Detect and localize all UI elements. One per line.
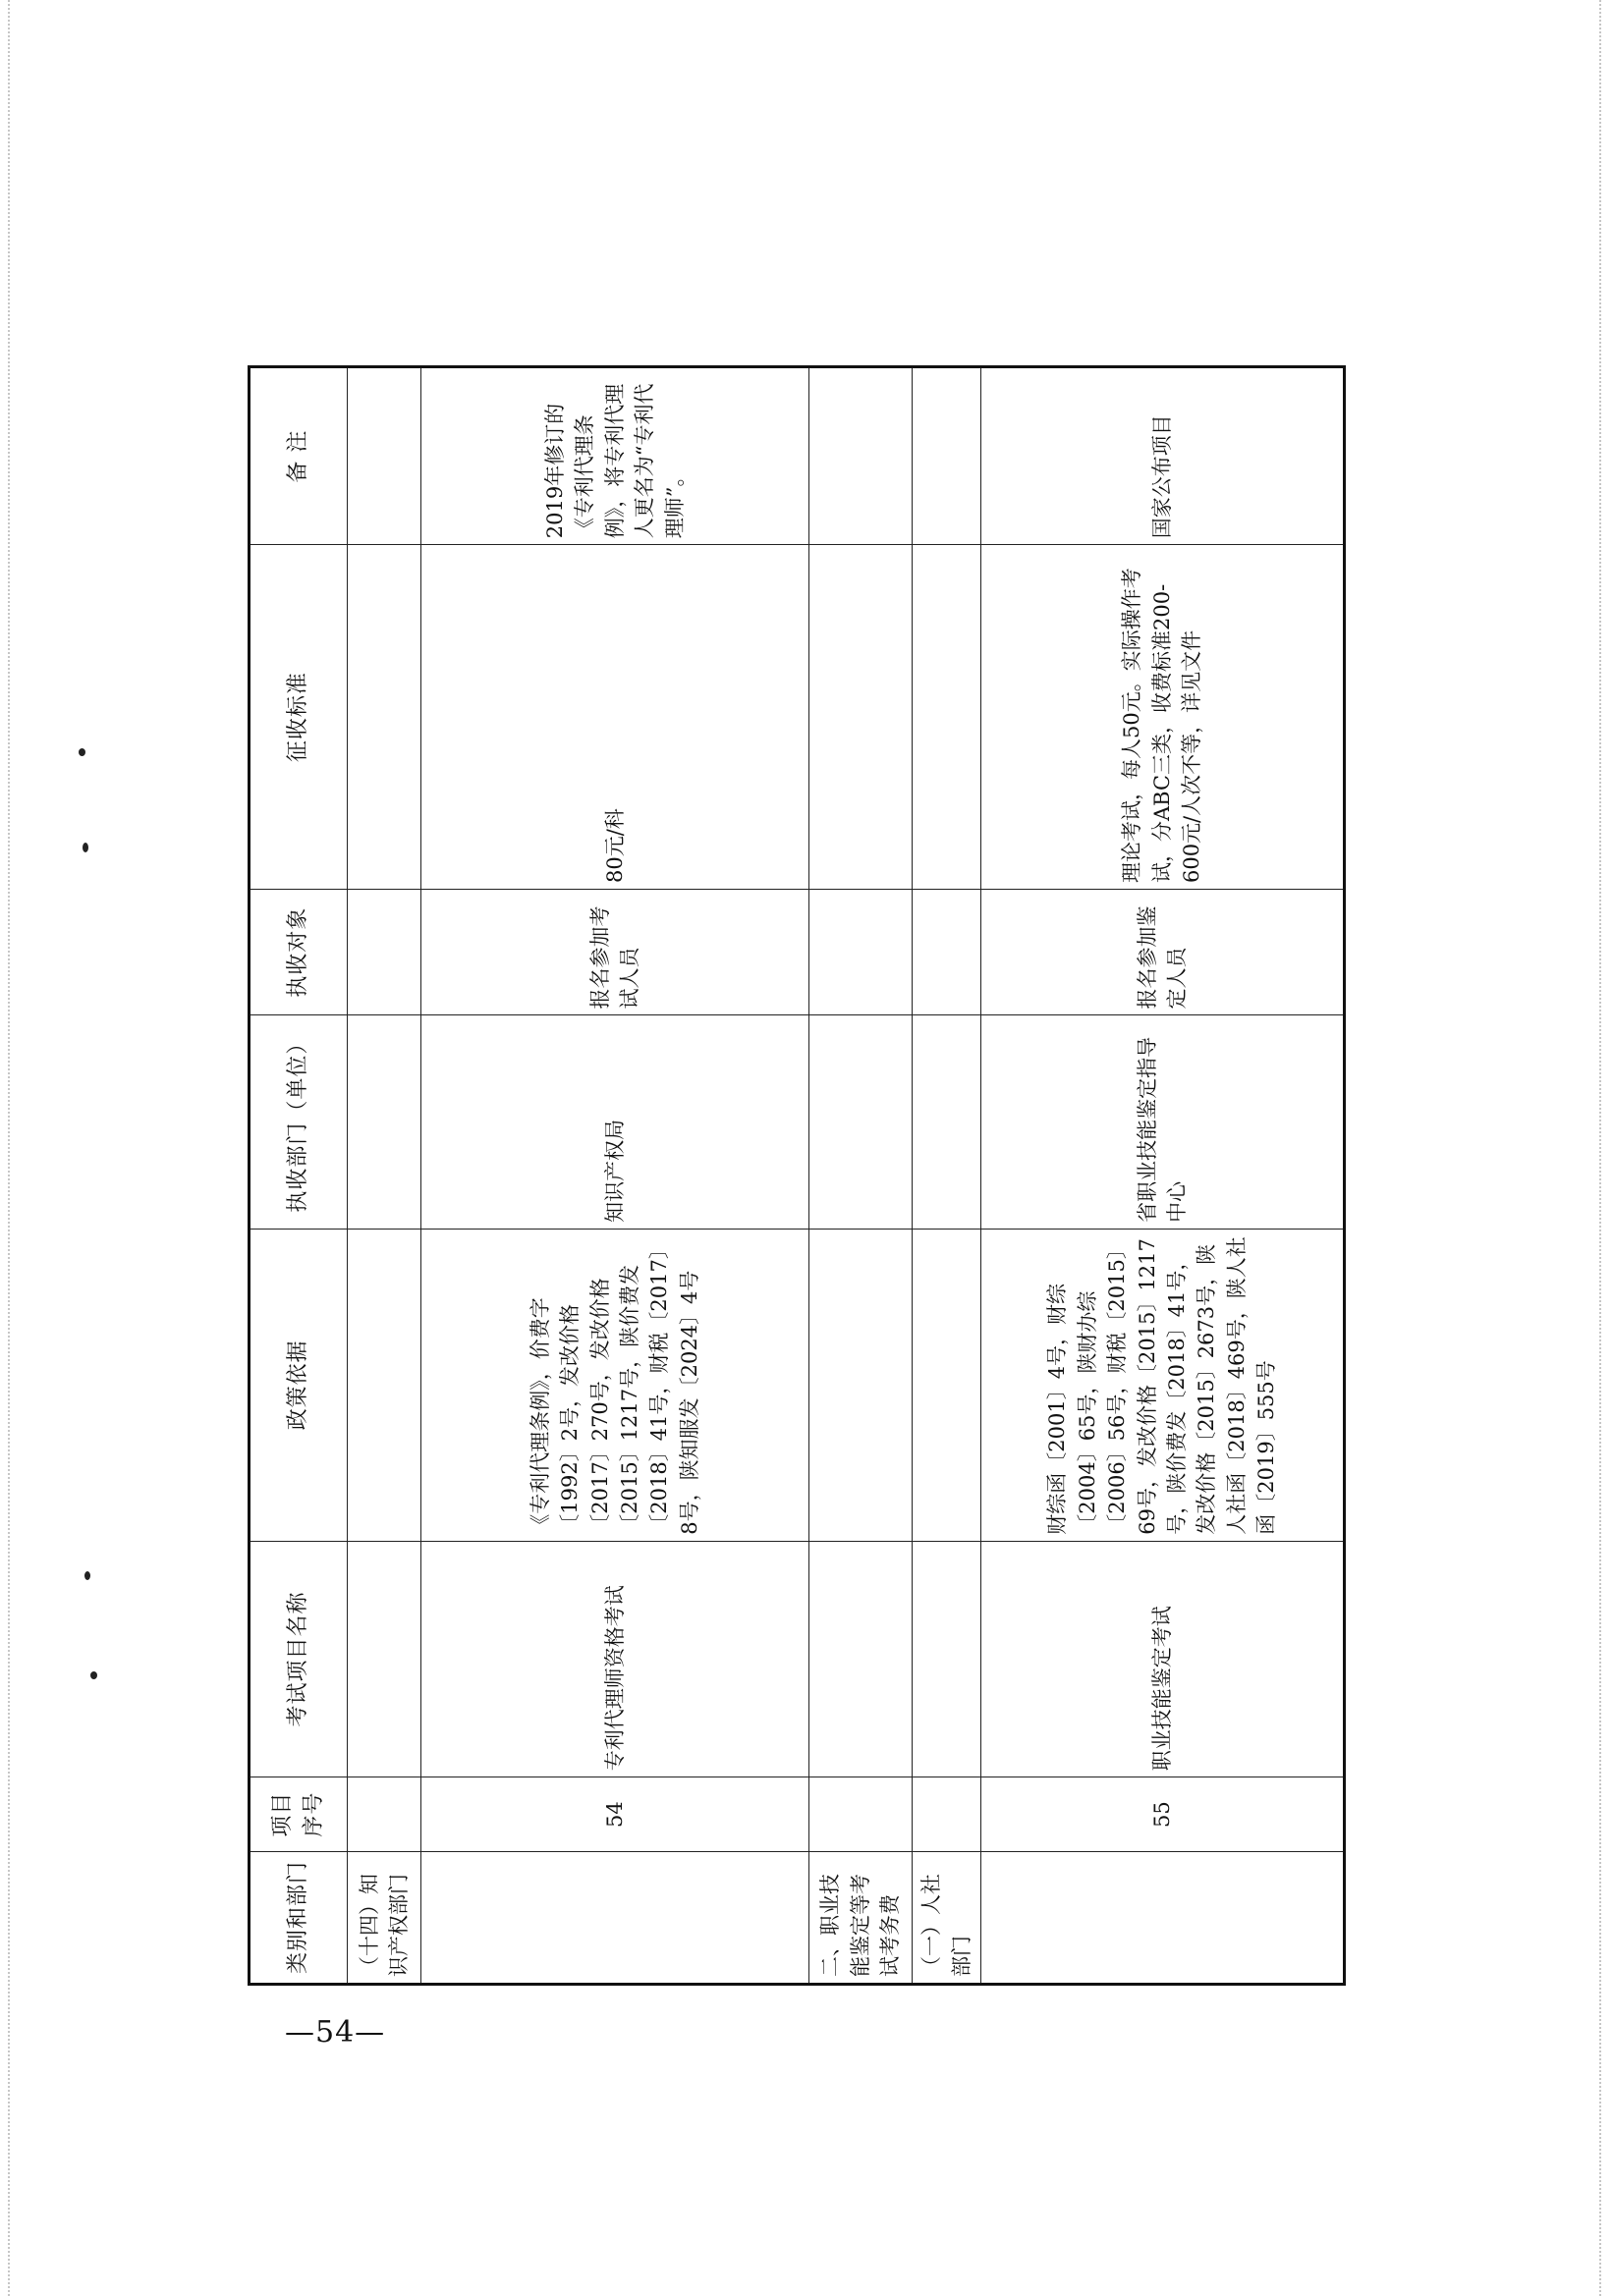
cell-exam-name: 专利代理师资格考试	[421, 1541, 809, 1777]
header-remark: 备 注	[250, 367, 348, 545]
cell-item-no	[913, 1777, 981, 1852]
cell-category: （一）人社部门	[913, 1851, 981, 1984]
cell-standard: 理论考试，每人50元。实际操作考试，分ABC三类，收费标准200-600元/人次不等，详见文件	[981, 545, 1345, 890]
header-department: 执收部门（单位）	[250, 1015, 348, 1229]
cell-category: 二、职业技能鉴定等考试考务费	[809, 1851, 913, 1984]
rotated-table-container	[248, 365, 1343, 1986]
cell-item-no	[809, 1777, 913, 1852]
table-row	[981, 367, 1345, 1985]
cell-exam-name	[809, 1541, 913, 1777]
cell-department: 知识产权局	[421, 1015, 809, 1229]
cell-department	[913, 1015, 981, 1229]
cell-category: （十四）知识产权部门	[348, 1851, 421, 1984]
cell-policy	[913, 1229, 981, 1541]
scan-speck	[90, 1671, 97, 1679]
table-row	[913, 367, 981, 1985]
cell-standard	[348, 545, 421, 890]
cell-exam-name	[348, 1541, 421, 1777]
cell-department	[348, 1015, 421, 1229]
page-number: —54—	[285, 2015, 386, 2050]
cell-exam-name: 职业技能鉴定考试	[981, 1541, 1345, 1777]
scan-speck	[84, 1571, 90, 1580]
cell-target: 报名参加考试人员	[421, 890, 809, 1015]
cell-item-no	[348, 1777, 421, 1852]
header-policy: 政策依据	[250, 1229, 348, 1541]
cell-standard	[809, 545, 913, 890]
cell-policy	[809, 1229, 913, 1541]
header-standard: 征收标准	[250, 545, 348, 890]
cell-target: 报名参加鉴定人员	[981, 890, 1345, 1015]
table-row	[348, 367, 421, 1985]
cell-remark: 国家公布项目	[981, 367, 1345, 545]
cell-policy: 《专利代理条例》，价费字〔1992〕2号，发改价格〔2017〕270号，发改价格〔2015〕1217号，陕价费发〔2018〕41号，财税〔2017〕8号，陕知服发〔2024〕4号	[421, 1229, 809, 1541]
fee-table	[248, 365, 1346, 1986]
cell-remark	[348, 367, 421, 545]
cell-exam-name	[913, 1541, 981, 1777]
cell-target	[809, 890, 913, 1015]
scan-speck	[79, 748, 85, 756]
header-target: 执收对象	[250, 890, 348, 1015]
cell-target	[913, 890, 981, 1015]
cell-item-no: 55	[981, 1777, 1345, 1852]
cell-category	[421, 1851, 809, 1984]
scan-edge-right	[1599, 0, 1604, 2296]
cell-policy: 财综函〔2001〕4号，财综〔2004〕65号，陕财办综〔2006〕56号，财税〔2015〕69号，发改价格〔2015〕1217号，陕价费发〔2018〕41号，发改价格〔2015〕2673号，陕人社函〔2018〕469号，陕人社函〔2019〕555号	[981, 1229, 1345, 1541]
cell-department	[809, 1015, 913, 1229]
table-row	[421, 367, 809, 1985]
cell-department: 省职业技能鉴定指导中心	[981, 1015, 1345, 1229]
table-header-row	[250, 367, 348, 1985]
cell-standard: 80元/科	[421, 545, 809, 890]
cell-policy	[348, 1229, 421, 1541]
scan-edge-left	[8, 0, 13, 2296]
cell-remark	[809, 367, 913, 545]
header-item-no: 项目序号	[250, 1777, 348, 1852]
cell-remark	[913, 367, 981, 545]
cell-standard	[913, 545, 981, 890]
cell-category	[981, 1851, 1345, 1984]
cell-item-no: 54	[421, 1777, 809, 1852]
header-category: 类别和部门	[250, 1851, 348, 1984]
cell-target	[348, 890, 421, 1015]
cell-remark: 2019年修订的《专利代理条例》，将专利代理人更名为“专利代理师”。	[421, 367, 809, 545]
header-exam-name: 考试项目名称	[250, 1541, 348, 1777]
scan-speck	[83, 843, 88, 852]
table-row	[809, 367, 913, 1985]
